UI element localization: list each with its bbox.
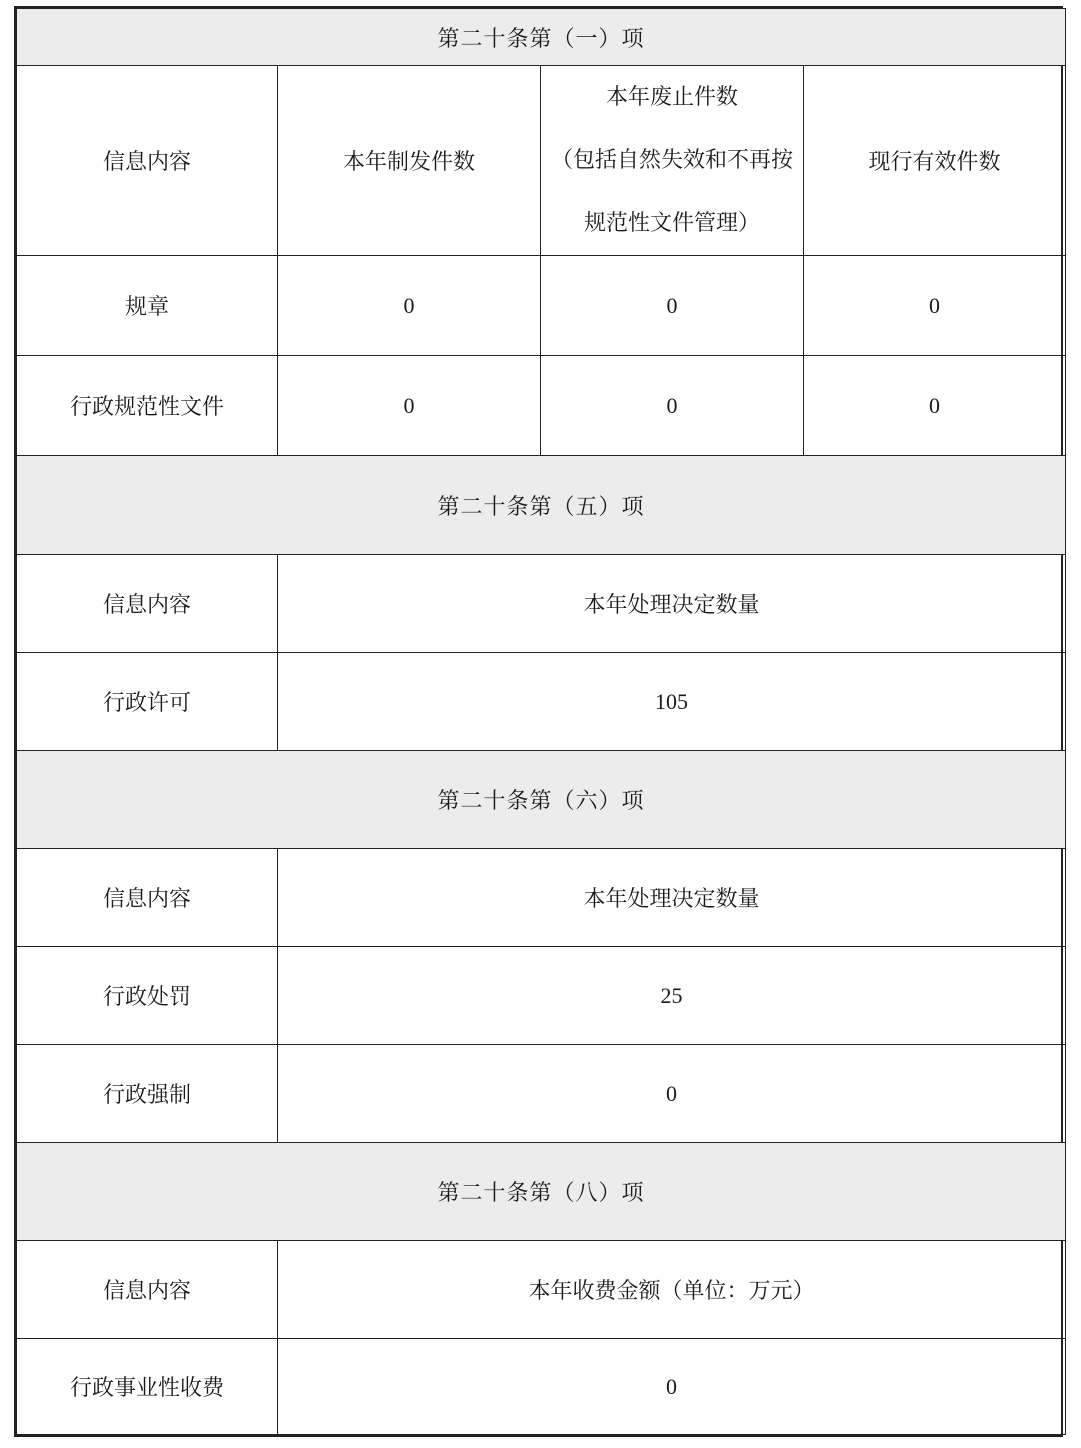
table-row [17,1045,1066,1143]
section-5-header-row [17,555,1066,653]
header-info-content: 信息内容 [17,555,278,653]
section-8-header-row [17,1241,1066,1339]
section-6-header-row [17,849,1066,947]
disclosure-table [16,8,1066,1435]
section-1-title: 第二十条第（一）项 [17,9,1066,66]
row-label-admin-enforcement: 行政强制 [17,1045,278,1143]
section-8-title: 第二十条第（八）项 [17,1143,1066,1241]
header-abolished-line3: 规范性文件管理） [583,211,760,236]
header-info-content: 信息内容 [17,1241,278,1339]
row-label-normative-docs: 行政规范性文件 [17,356,278,456]
disclosure-table-page [14,6,1063,1437]
section-5-title: 第二十条第（五）项 [17,456,1066,555]
header-decision-count: 本年处理决定数量 [278,849,1066,947]
header-valid-count: 现行有效件数 [804,66,1066,256]
row-label-regulations: 规章 [17,256,278,356]
normative-docs-issued: 0 [278,356,541,456]
header-abolished-line1: 本年废止件数 [605,85,738,110]
normative-docs-valid: 0 [804,356,1066,456]
section-8-title-row [17,1143,1066,1241]
header-issued-count: 本年制发件数 [278,66,541,256]
admin-fees-value: 0 [278,1339,1066,1435]
section-1-header-row [17,66,1066,256]
section-1-title-row [17,9,1066,66]
admin-enforcement-value: 0 [278,1045,1066,1143]
header-info-content: 信息内容 [17,849,278,947]
section-5-title-row [17,456,1066,555]
table-row [17,1339,1066,1435]
table-row [17,947,1066,1045]
header-abolished-line2: （包括自然失效和不再按 [550,148,793,173]
table-row [17,256,1066,356]
row-label-admin-fees: 行政事业性收费 [17,1339,278,1435]
regulations-issued: 0 [278,256,541,356]
row-label-admin-licensing: 行政许可 [17,653,278,751]
header-info-content: 信息内容 [17,66,278,256]
header-fee-amount: 本年收费金额（单位：万元） [278,1241,1066,1339]
regulations-valid: 0 [804,256,1066,356]
section-6-title-row [17,751,1066,849]
table-row [17,356,1066,456]
admin-penalty-value: 25 [278,947,1066,1045]
header-decision-count: 本年处理决定数量 [278,555,1066,653]
header-abolished-count [541,66,804,256]
section-6-title: 第二十条第（六）项 [17,751,1066,849]
normative-docs-abolished: 0 [541,356,804,456]
row-label-admin-penalty: 行政处罚 [17,947,278,1045]
regulations-abolished: 0 [541,256,804,356]
table-row [17,653,1066,751]
admin-licensing-value: 105 [278,653,1066,751]
